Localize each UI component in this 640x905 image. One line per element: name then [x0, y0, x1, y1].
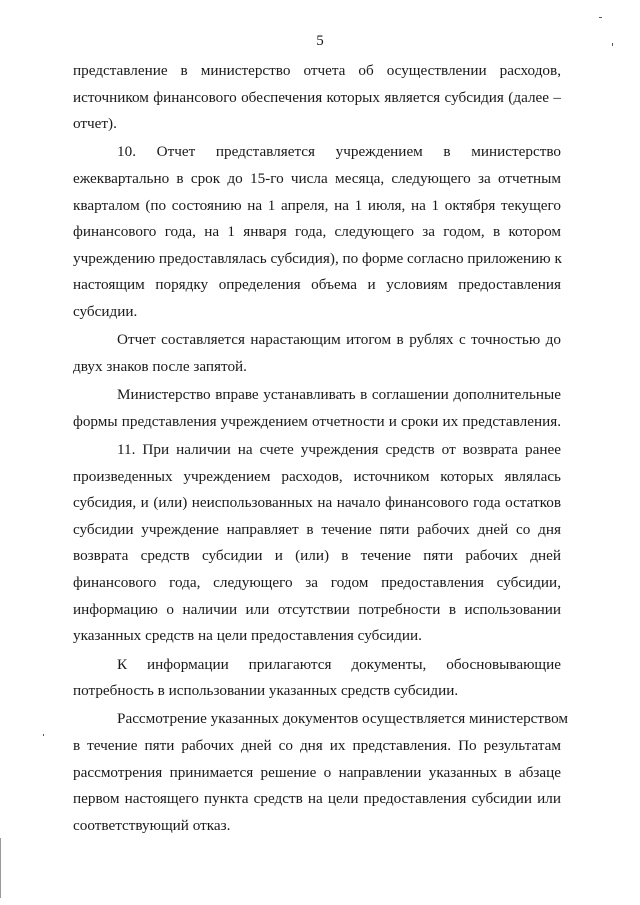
- text-line: субсидии.: [73, 303, 138, 321]
- text-line: настоящим порядку определения объема и условиям предоставления: [73, 276, 561, 294]
- text-line: К информации прилагаются документы, обосновывающие: [117, 655, 561, 673]
- document-body: [73, 58, 569, 841]
- text-line: потребность в использовании указанных средств субсидии.: [73, 682, 459, 700]
- text-line: субсидии учреждение направляет в течение пяти рабочих дней со дня: [73, 520, 561, 538]
- text-line: учреждению предоставлялась субсидия), по форме согласно приложению к: [73, 249, 562, 267]
- paragraph: [73, 139, 561, 325]
- text-line: Министерство вправе устанавливать в соглашении дополнительные: [117, 386, 561, 404]
- text-line: возврата средств субсидии и (или) в течение пяти рабочих дней: [73, 547, 561, 565]
- scan-mark: [599, 17, 602, 18]
- text-line: соответствующий отказ.: [73, 816, 231, 834]
- text-line: первом настоящего пункта средств на цели предоставления субсидии или: [73, 790, 561, 808]
- paragraph: [73, 706, 569, 839]
- text-line: Рассмотрение указанных документов осуществляется министерством: [117, 710, 569, 728]
- paragraph: [73, 327, 561, 380]
- paragraph: [73, 382, 561, 435]
- text-line: Отчет составляется нарастающим итогом в рублях с точностью до: [117, 331, 561, 349]
- paragraph: [73, 652, 561, 705]
- text-line: формы представления учреждением отчетности и сроки их представления.: [73, 412, 561, 430]
- text-line: представление в министерство отчета об осуществлении расходов,: [73, 62, 561, 79]
- text-line: двух знаков после запятой.: [73, 357, 247, 375]
- paragraph: [73, 58, 561, 138]
- text-line: 11. При наличии на счете учреждения средств от возврата ранее: [117, 441, 561, 459]
- text-line: рассмотрения принимается решение о направлении указанных в абзаце: [73, 763, 561, 781]
- text-line: кварталом (по состоянию на 1 апреля, на 1 июля, на 1 октября текущего: [73, 196, 561, 214]
- scan-edge-mark: [0, 838, 1, 898]
- paragraph: [73, 437, 561, 650]
- text-line: финансового года, на 1 января года, следующего за годом, в котором: [73, 223, 561, 241]
- text-line: финансового года, следующего за годом предоставления субсидии,: [73, 574, 561, 592]
- text-line: произведенных учреждением расходов, источником которых являлась: [73, 467, 561, 485]
- text-line: указанных средств на цели предоставления субсидии.: [73, 627, 422, 645]
- text-line: 10. Отчет представляется учреждением в министерство: [117, 143, 561, 161]
- scan-mark: [612, 43, 613, 46]
- text-line: в течение пяти рабочих дней со дня их представления. По результатам: [73, 736, 561, 754]
- scan-mark: [43, 734, 44, 736]
- text-line: информацию о наличии или отсутствии потребности в использовании: [73, 600, 561, 618]
- text-line: субсидия, и (или) неиспользованных на начало финансового года остатков: [73, 494, 561, 512]
- page-number: 5: [316, 33, 324, 49]
- text-line: ежеквартально в срок до 15-го числа месяца, следующего за отчетным: [73, 170, 561, 188]
- text-line: источником финансового обеспечения которых является субсидия (далее –: [73, 88, 561, 106]
- text-line: отчет).: [73, 115, 117, 133]
